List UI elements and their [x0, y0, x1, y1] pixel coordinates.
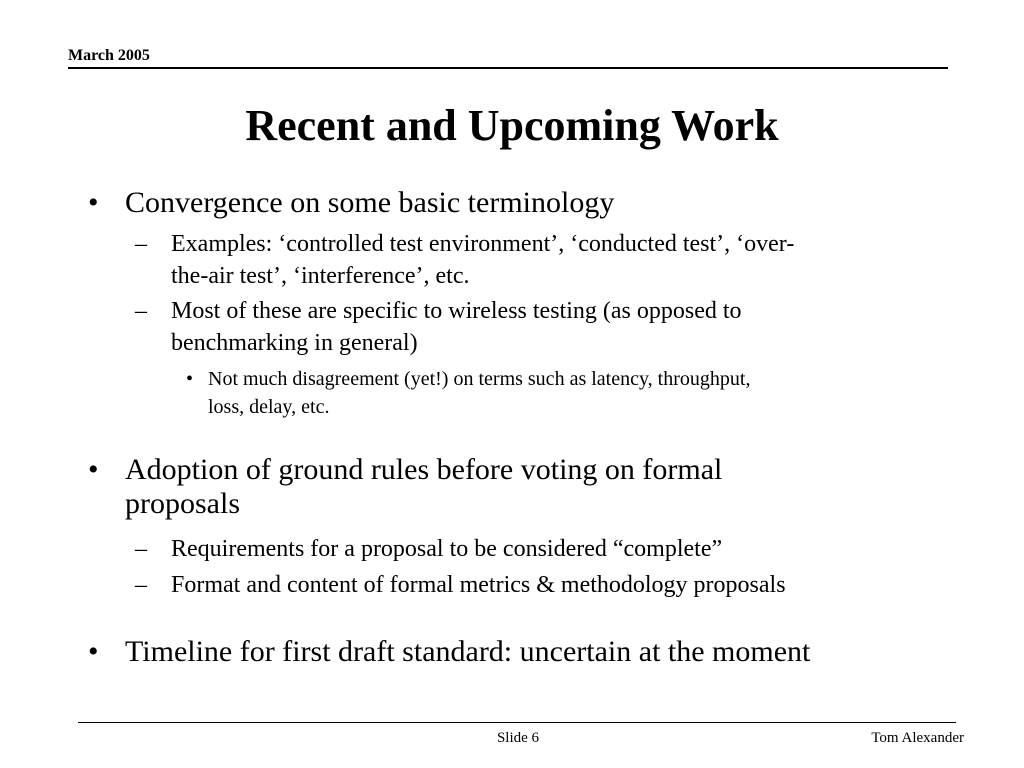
- bullet-marker: •: [186, 368, 194, 390]
- sub-bullet-item: [135, 228, 795, 292]
- sub-sub-bullet-text-line: Not much disagreement (yet!) on terms such as latency, throughput,: [208, 368, 751, 390]
- sub-bullet-text-line: Format and content of formal metrics & methodology proposals: [171, 572, 786, 598]
- bullet-text-line: Convergence on some basic terminology: [125, 186, 615, 219]
- bullet-marker: •: [88, 186, 99, 219]
- sub-bullet-item: [135, 295, 742, 359]
- sub-bullet-text-line: benchmarking in general): [171, 330, 418, 356]
- sub-bullet-text-line: Examples: ‘controlled test environment’, ‘conducted test’, ‘over-: [171, 231, 795, 257]
- bullet-marker: •: [88, 453, 99, 486]
- sub-bullet-text-line: Requirements for a proposal to be considered “complete”: [171, 536, 723, 562]
- bullet-item: [88, 453, 723, 521]
- dash-marker: –: [135, 572, 147, 598]
- bullet-marker: •: [88, 635, 99, 668]
- dash-marker: –: [135, 536, 147, 562]
- bullet-text-line: proposals: [125, 487, 240, 520]
- bullet-item: [88, 635, 811, 669]
- slide-number: Slide 6: [496, 730, 540, 746]
- sub-sub-bullet-item: [186, 365, 751, 421]
- bullet-text-line: Adoption of ground rules before voting on formal: [125, 453, 723, 486]
- footer-rule: [78, 722, 956, 723]
- dash-marker: –: [135, 231, 147, 257]
- dash-marker: –: [135, 298, 147, 324]
- slide-title: Recent and Upcoming Work: [245, 101, 779, 150]
- sub-bullet-item: [135, 569, 786, 601]
- sub-bullet-item: [135, 533, 723, 565]
- sub-sub-bullet-text-line: loss, delay, etc.: [208, 396, 330, 418]
- footer-author: Tom Alexander: [871, 730, 964, 746]
- sub-bullet-text-line: Most of these are specific to wireless testing (as opposed to: [171, 298, 742, 324]
- header-date: March 2005: [68, 47, 150, 64]
- sub-bullet-text-line: the-air test’, ‘interference’, etc.: [171, 263, 470, 289]
- bullet-text-line: Timeline for first draft standard: uncertain at the moment: [125, 635, 811, 668]
- bullet-item: [88, 186, 615, 220]
